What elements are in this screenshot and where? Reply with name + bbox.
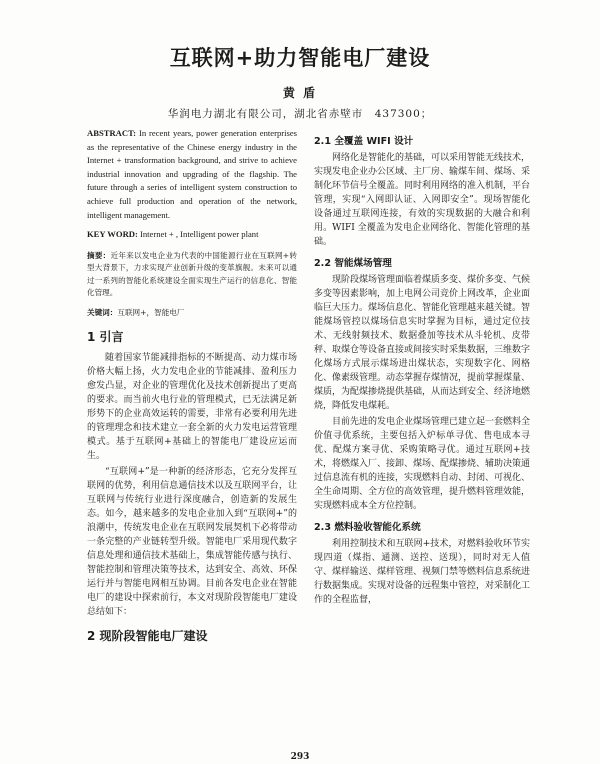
english-abstract [87,127,297,222]
section-2-1-heading: 2.1 全覆盖 WIFI 设计 [314,136,414,147]
section-2-2-paragraph-2: 目前先进的发电企业煤场管理已建立起一套燃料全价值寻优系统，主要包括入炉标单寻优、售电成本寻优、配煤方案寻优、采购策略寻优。通过互联网+技术，将燃煤入厂、接卸、煤场、配煤掺烧、辅助决策通过信息流有机的连接，实现燃料自动、封闭、可视化、全生命周期、全方位的高效管理，提升燃料管理效能，实现燃料成本全方位控制。 [314,417,531,511]
keywords-label: KEY WORD: [87,229,138,240]
section-2-1-paragraph: 网络化是智能化的基础，可以采用智能无线技术，实现发电企业办公区域、主厂房、输煤车间、煤场、采制化环节信号全覆盖。同时利用网络的准入机制，平台管理，实现“入网即认证、入网即安全”。现场智能化设备通过互联网连接，有效的实现数据的大融合和利用。WIFI 全覆盖为发电企业网络化、智能化管理的基础。 [314,153,531,247]
abstract-text: In recent years, power generation enterprises as the representative of the Chinese energy industry in the Internet + transformation background, and strive to achieve industrial innovation and upgrading of the flagship. The future through a series of intelligent system construction to achieve full production and operation of the network, intelligent management. [87,128,297,220]
chinese-keywords [87,307,297,319]
cn-abstract-text: 近年来以发电企业为代表的中国能源行业在互联网+转型大背景下，力求实现产业创新升级的变革旗舰。未来可以通过一系列的智能化系统建设全面实现生产运行的信息化、智能化管理。 [87,250,297,297]
english-keywords [87,228,297,242]
author-affiliation: 华润电力湖北有限公司，湖北省赤壁市 437300； [167,108,433,120]
abstract-label: ABSTRACT: [87,128,137,138]
section-2-2-paragraph-1: 现阶段煤场管理面临着煤质多变、煤价多变、气候多变等因素影响，加上电网公司竞价上网改革，企业面临巨大压力。煤场信息化、智能化管理越来越关键。智能煤场管控以煤场信息实时掌握为目标，通过定位技术、无线射频技术、数据叠加等技术从斗轮机、皮带秤、取煤仓等设备直接或间接实时采集数据，三维数字化煤场方式展示煤场进出煤状态，实现数字化、网格化、像素级管理。动态掌握存煤情况，提前掌握煤量、煤质，为配煤掺烧提供基础，从而达到安全、经济地燃烧，降低发电煤耗。 [314,275,531,411]
chinese-abstract [87,250,297,300]
cn-keywords-label: 关键词： [87,308,118,318]
section-2-3-paragraph: 利用控制技术和互联网+技术，对燃料验收环节实现四道（煤指、通测、送控、送现），同时对无人值守、煤样输送、煤样管理、视频门禁等燃料信息系统进行数据集成。实现对设备的远程集中管控，对采制化工作的全程监督， [314,539,531,605]
section-1-paragraph-2: “互联网+”是一种新的经济形态，它充分发挥互联网的优势，利用信息通信技术以及互联网平台，让互联网与传统行业进行深度融合，创造新的发展生态。如今，越来越多的发电企业加入到“互联网+”的浪潮中，传统发电企业在互联网发展契机下必将带动一条完整的产业链转型升级。智能电厂采用现代数字信息处理和通信技术基础上，集成智能传感与执行、智能控制和管理决策等技术，达到安全、高效、环保运行并与智能电网相互协调。目前各发电企业在智能电厂的建设中探索前行，本文对现阶段智能电厂建设总结如下： [87,466,297,617]
right-column [314,127,530,609]
section-2-2-heading: 2.2 智能煤场管理 [314,258,392,269]
section-2-heading: 2 现阶段智能电厂建设 [87,628,208,643]
section-1-heading: 1 引言 [87,329,124,344]
cn-abstract-label: 摘要： [87,250,111,260]
section-2-3-heading: 2.3 燃料验收智能化系统 [314,522,421,533]
keywords-text: Internet + , Intelligent power plant [140,229,259,240]
page-number: 293 [290,752,310,762]
cn-keywords-text: 互联网+，智能电厂 [117,308,185,318]
left-column [87,127,297,650]
paper-title: 互联网+助力智能电厂建设 [169,46,431,70]
paper-author: 黄 盾 [282,86,318,100]
section-1-paragraph-1: 随着国家节能减排指标的不断提高、动力煤市场价格大幅上扬，火力发电企业的节能减排、盈利压力愈发凸显，对企业的管理优化及技术创新提出了更高的要求。而当前火电行业的管理模式，已无法满足新形势下的企业高效运转的需要，非常有必要利用先进的管理理念和技术建立一套全新的火力发电运营管理模式。基于互联网+基础上的智能电厂建设应运而生。 [87,352,297,461]
